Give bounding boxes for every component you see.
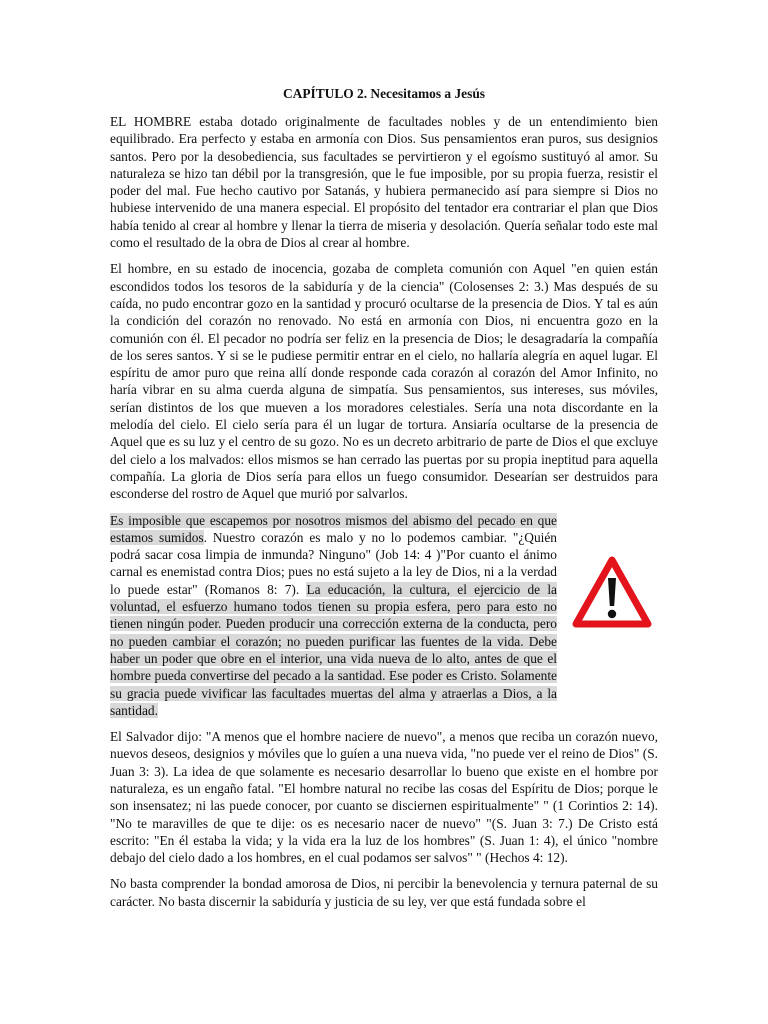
paragraph-3 [110, 512, 557, 720]
warning-section [110, 512, 658, 720]
document-page [110, 86, 658, 919]
highlighted-text-1: Es imposible que escapemos por nosotros mismos del abismo del pecado en que estamos sumidos [110, 512, 557, 545]
chapter-title: CAPÍTULO 2. Necesitamos a Jesús [283, 86, 485, 101]
paragraph-1: EL HOMBRE estaba dotado originalmente de facultades nobles y de un entendimiento bien equilibrado. Era perfecto y estaba en armonía con Dios. Sus pensamientos eran puros, sus designios santos. Pero por la desobediencia, sus facultades se pervirtieron y el egoísmo sustituyó al amor. Su naturaleza se hizo tan débil por la transgresión, que le fue imposible, por su propia fuerza, resistir el poder del mal. Fue hecho cautivo por Satanás, y hubiera permanecido así para siempre si Dios no hubiese intervenido de una manera especial. El propósito del tentador era contrariar el plan que Dios había tenido al crear al hombre y llenar la tierra de miseria y desolación. Quería señalar todo este mal como el resultado de la obra de Dios al crear al hombre. [110, 114, 658, 251]
paragraph-2: El hombre, en su estado de inocencia, gozaba de completa comunión con Aquel "en quien están escondidos todos los tesoros de la sabiduría y de la ciencia" (Colosenses 2: 3.) Mas después de su caída, no pudo encontrar gozo en la santidad y procuró ocultarse de la presencia de Dios. Y tal es aún la condición del corazón no renovado. No está en armonía con Dios, ni encuentra gozo en la comunión con él. El pecador no podría ser feliz en la presencia de Dios; le desagradaría la compañía de los seres santos. Y si se le pudiese permitir entrar en el cielo, no hallaría alegría en aquel lugar. El espíritu de amor puro que reina allí donde responde cada corazón al corazón del Amor Infinito, no haría vibrar en su alma cuerda alguna de simpatía. Sus pensamientos, sus intereses, sus móviles, serían distintos de los que mueven a los moradores celestiales. Sería una nota discordante en la melodía del cielo. El cielo sería para él un lugar de tortura. Ansiaría ocultarse de la presencia de Aquel que es su luz y el centro de su gozo. No es un decreto arbitrario de parte de Dios el que excluye del cielo a los malvados: ellos mismos se han cerrado las puertas por su propia ineptitud para aquella compañía. La gloria de Dios sería para ellos un fuego consumidor. Desearían ser destruidos para esconderse del rostro de Aquel que murió por salvarlos. [110, 261, 658, 502]
paragraph-5: No basta comprender la bondad amorosa de Dios, ni percibir la benevolencia y ternura paternal de su carácter. No basta discernir la sabiduría y justicia de su ley, ver que está fundada sobre el [110, 876, 658, 909]
paragraph-4: El Salvador dijo: "A menos que el hombre naciere de nuevo", a menos que reciba un corazón nuevo, nuevos deseos, designios y móviles que lo guíen a una nueva vida, "no puede ver el reino de Dios" (S. Juan 3: 3). La idea de que solamente es necesario desarrollar lo bueno que existe en el hombre por naturaleza, es un engaño fatal. "El hombre natural no recibe las cosas del Espíritu de Dios; porque le son insensatez; ni las puede conocer, por cuanto se disciernen espiritualmente" " (1 Corintios 2: 14). "No te maravilles de que te dije: os es necesario nacer de nuevo" "(S. Juan 3: 7.) De Cristo está escrito: "En él estaba la vida; y la vida era la luz de los hombres" (S. Juan 1: 4), el único "nombre debajo del cielo dado a los hombres, en el cual podamos ser salvos" " (Hechos 4: 12). [110, 729, 658, 866]
paragraph-3-text: . Nuestro corazón es malo y no lo podemos cambiar. "¿Quién podrá sacar cosa limpia de inmunda? Ninguno" (Job 14: 4 )"Por cuanto el ánimo carnal es enemistad contra Dios; pues no está sujeto a la ley de Dios, ni a la verdad lo puede estar" (Romanos 8: 7). [110, 529, 557, 597]
warning-triangle-icon [572, 556, 652, 628]
highlighted-text-2: La educación, la cultura, el ejercicio de la voluntad, el esfuerzo humano todos tienen su propia esfera, pero para esto no tienen ningún poder. Pueden producir una corrección externa de la conducta, pero no pueden cambiar el corazón; no pueden purificar las fuentes de la vida. Debe haber un poder que obre en el interior, una vida nueva de lo alto, antes de que el hombre pueda convertirse del pecado a la santidad. Ese poder es Cristo. Solamente su gracia puede vivificar las facultades muertas del alma y atraerlas a Dios, a la santidad. [110, 581, 557, 718]
